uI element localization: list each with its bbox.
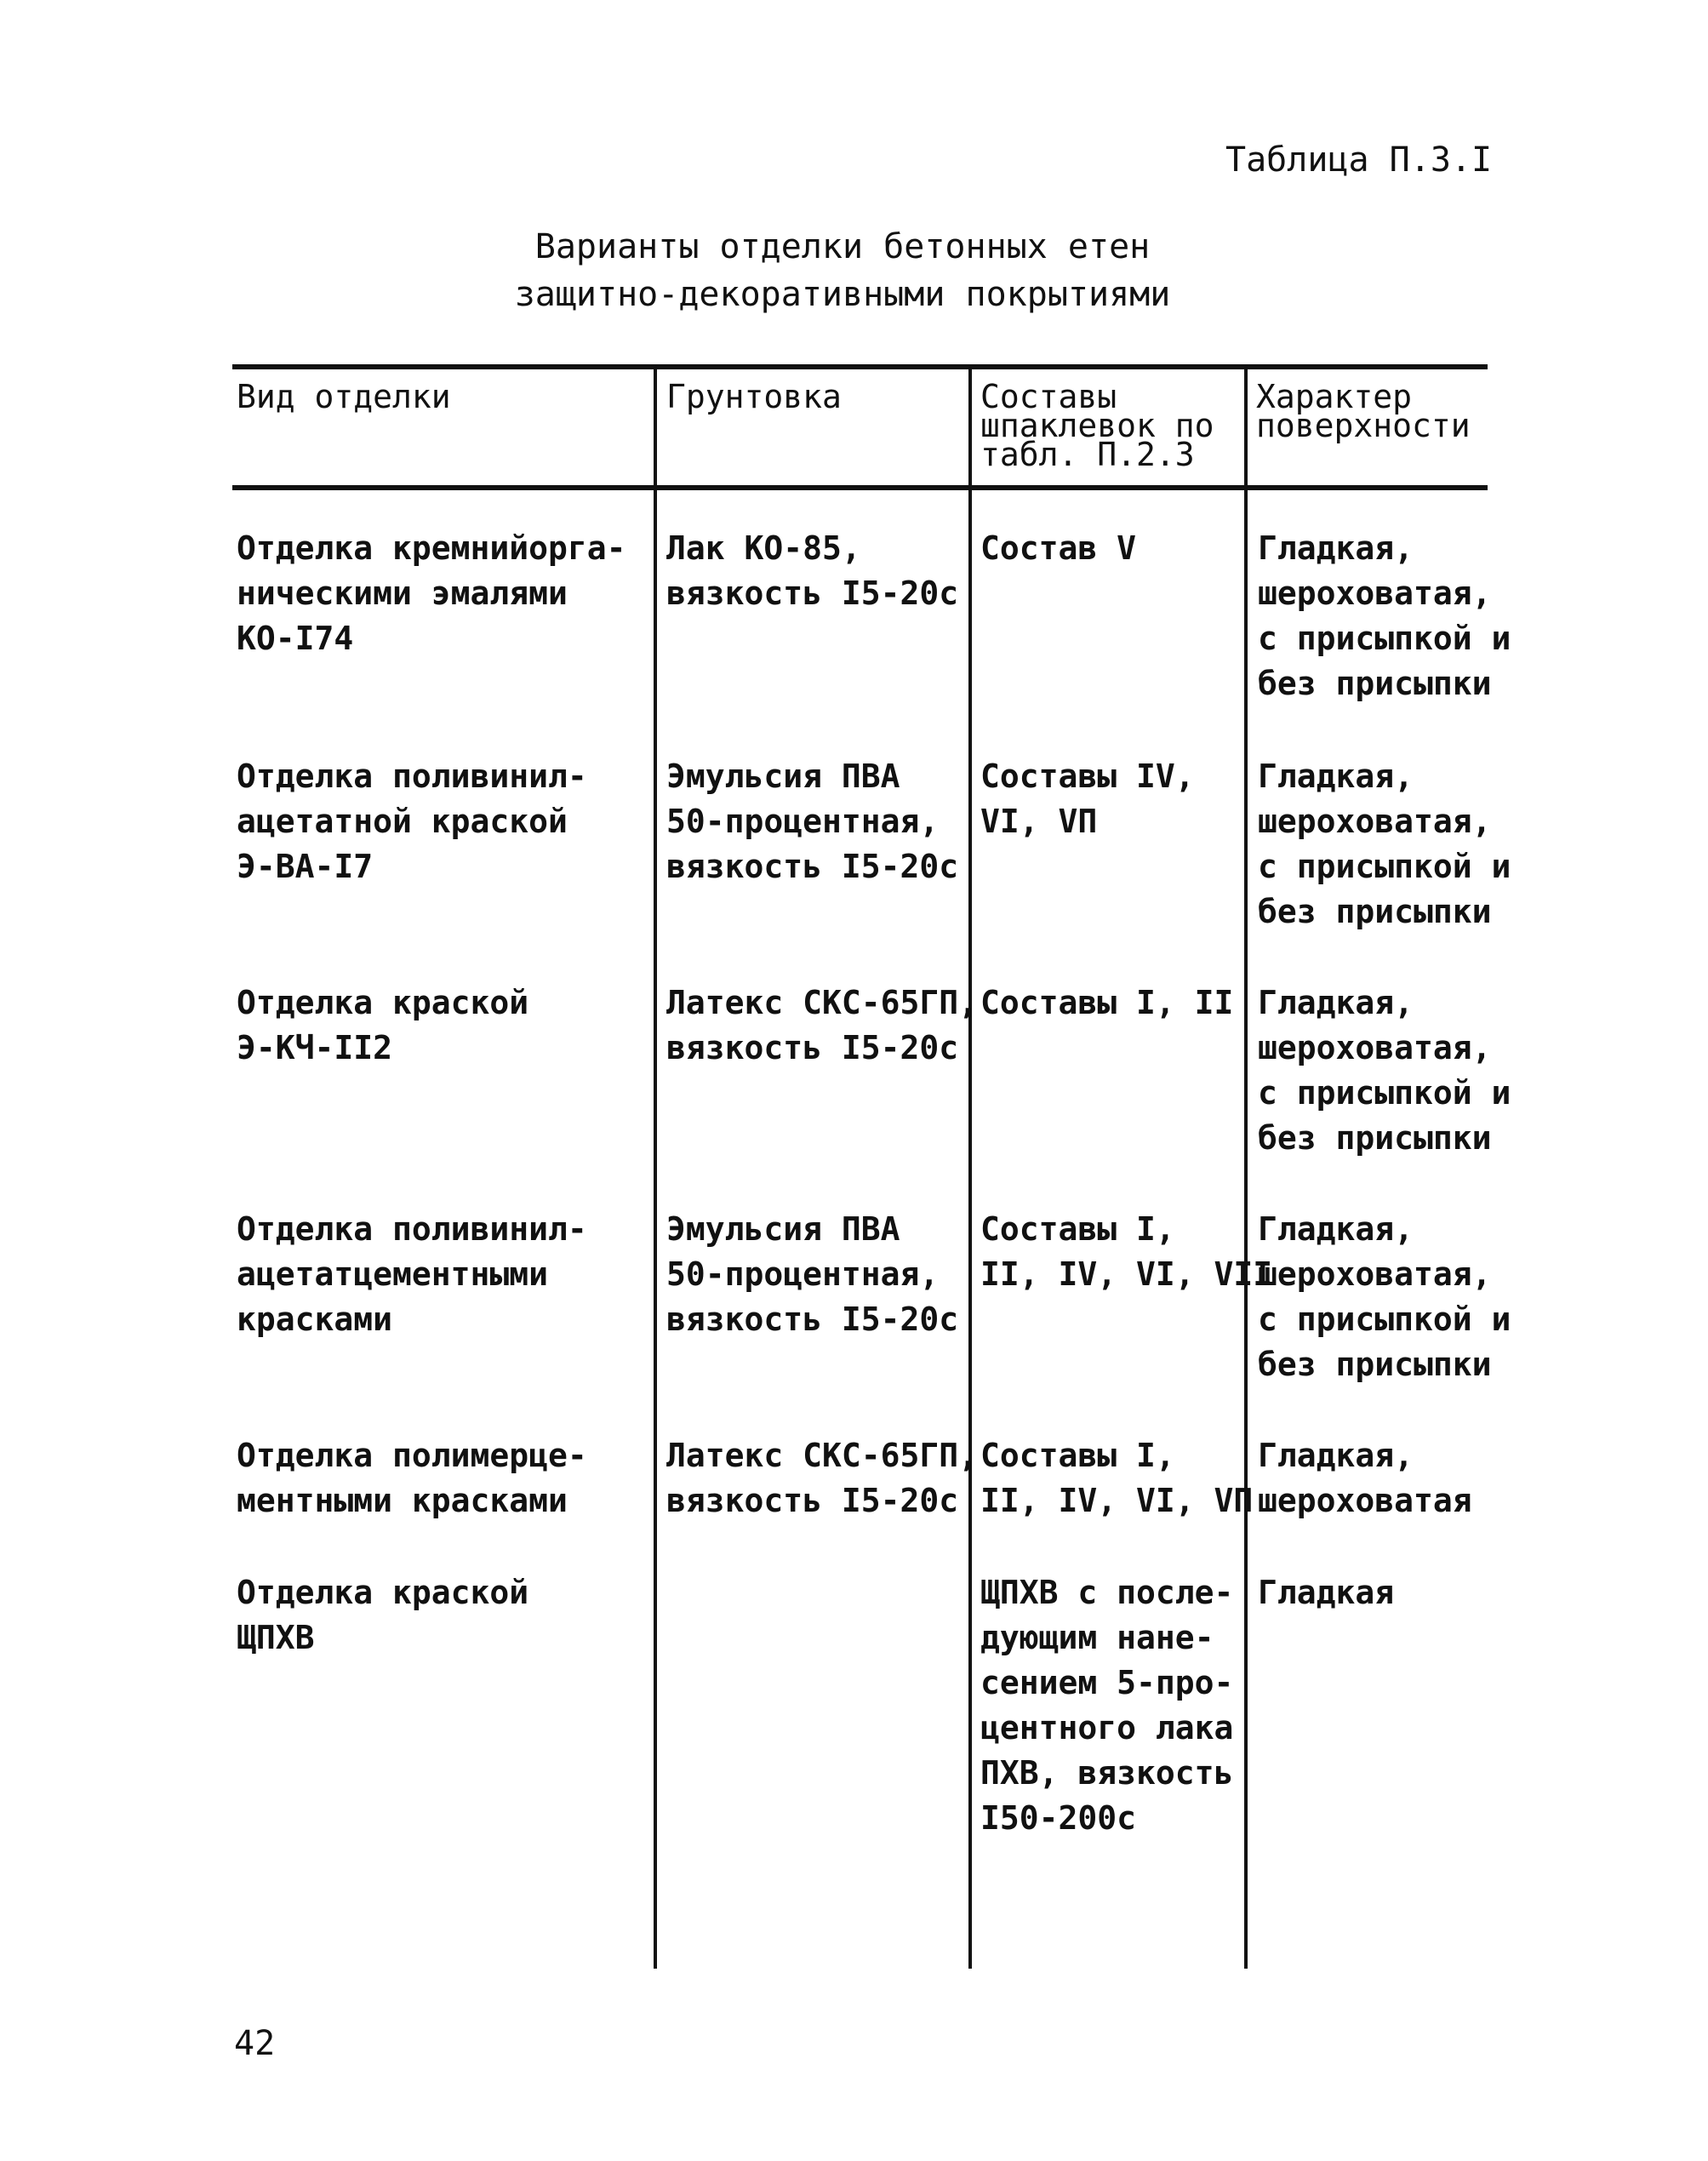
cell-line: сением 5-про- <box>980 1664 1234 1701</box>
header-line: Вид отделки <box>237 378 451 415</box>
cell-line: с присыпкой и <box>1258 1301 1511 1338</box>
row-3-surface <box>1258 980 1511 1161</box>
cell-line: Состав V <box>980 529 1137 567</box>
cell-line: Отделка полимерце- <box>237 1437 587 1474</box>
header-line: Составы <box>980 378 1117 415</box>
cell-line: Гладкая, <box>1258 1437 1414 1474</box>
column-divider-3 <box>1244 364 1248 1969</box>
cell-line: с присыпкой и <box>1258 1074 1511 1112</box>
cell-line: ацетатцементными <box>237 1255 549 1293</box>
cell-line: с присыпкой и <box>1258 620 1511 657</box>
cell-line: центного лака <box>980 1709 1234 1747</box>
cell-line: Гладкая, <box>1258 757 1414 795</box>
cell-line: шероховатая, <box>1258 803 1492 840</box>
row-1-primer <box>666 526 958 616</box>
cell-line: вязкость I5-20с <box>666 1482 959 1519</box>
row-4-putty <box>980 1207 1272 1297</box>
cell-line: Гладкая, <box>1258 1210 1414 1248</box>
cell-line: Отделка поливинил- <box>237 757 587 795</box>
row-3-primer <box>666 980 978 1071</box>
row-2-putty <box>980 754 1195 844</box>
cell-line: без присыпки <box>1258 893 1492 930</box>
cell-line: Эмульсия ПВА <box>666 757 900 795</box>
cell-line: вязкость I5-20с <box>666 848 959 885</box>
cell-line: Латекс СКС-65ГП, <box>666 1437 979 1474</box>
row-5-surface <box>1258 1433 1472 1524</box>
row-6-putty <box>980 1570 1233 1841</box>
cell-line: ацетатной краской <box>237 803 568 840</box>
cell-line: без присыпки <box>1258 1119 1492 1157</box>
cell-line: Отделка краской <box>237 984 529 1021</box>
header-line: Грунтовка <box>666 378 842 415</box>
table-title-line-2: защитно-декоративными покрытиями <box>514 275 1171 314</box>
cell-line: 50-процентная, <box>666 803 940 840</box>
page-number: 42 <box>234 2024 276 2063</box>
cell-line: шероховатая, <box>1258 1029 1492 1066</box>
cell-line: шероховатая, <box>1258 575 1492 612</box>
cell-line: шероховатая, <box>1258 1255 1492 1293</box>
cell-line: Эмульсия ПВА <box>666 1210 900 1248</box>
cell-line: Составы I, II <box>980 984 1234 1021</box>
cell-line: Гладкая <box>1258 1574 1395 1611</box>
row-1-surface <box>1258 526 1511 706</box>
header-line: табл. П.2.3 <box>980 436 1195 473</box>
column-divider-1 <box>654 364 657 1969</box>
cell-line: II, IV, VI, VП <box>980 1482 1254 1519</box>
row-4-surface <box>1258 1207 1511 1387</box>
cell-line: Э-КЧ-II2 <box>237 1029 393 1066</box>
row-5-finish <box>237 1433 587 1524</box>
column-header-primer <box>666 378 842 415</box>
cell-line: Лак КО-85, <box>666 529 861 567</box>
cell-line: дующим нане- <box>980 1619 1214 1656</box>
row-4-primer <box>666 1207 958 1342</box>
cell-line: с присыпкой и <box>1258 848 1511 885</box>
cell-line: ЩПХВ с после- <box>980 1574 1234 1611</box>
row-3-finish <box>237 980 528 1071</box>
column-header-surface <box>1256 378 1471 444</box>
cell-line: КО-I74 <box>237 620 354 657</box>
cell-line: I50-200с <box>980 1799 1137 1837</box>
cell-line: вязкость I5-20с <box>666 1301 959 1338</box>
header-line: Характер <box>1256 378 1413 415</box>
cell-line: ПХВ, вязкость <box>980 1754 1234 1792</box>
row-5-primer <box>666 1433 978 1524</box>
cell-line: Гладкая, <box>1258 984 1414 1021</box>
column-header-putty <box>980 378 1214 473</box>
table-title <box>477 223 1208 318</box>
table-title-line-1: Варианты отделки бетонных етен <box>534 227 1151 266</box>
cell-line: шероховатая <box>1258 1482 1472 1519</box>
row-3-putty <box>980 980 1233 1026</box>
header-line: поверхности <box>1256 407 1471 444</box>
cell-line: ЩПХВ <box>237 1619 315 1656</box>
cell-line: Э-ВА-I7 <box>237 848 374 885</box>
row-2-surface <box>1258 754 1511 935</box>
header-line: шпаклевок по <box>980 407 1214 444</box>
cell-line: 50-процентная, <box>666 1255 940 1293</box>
table-top-rule <box>232 364 1488 369</box>
cell-line: вязкость I5-20с <box>666 575 959 612</box>
row-4-finish <box>237 1207 587 1342</box>
cell-line: Гладкая, <box>1258 529 1414 567</box>
cell-line: Составы I, <box>980 1210 1175 1248</box>
cell-line: Составы I, <box>980 1437 1175 1474</box>
row-2-primer <box>666 754 958 889</box>
cell-line: II, IV, VI, VII <box>980 1255 1273 1293</box>
cell-line: ническими эмалями <box>237 575 568 612</box>
row-6-surface <box>1258 1570 1394 1615</box>
column-divider-2 <box>968 364 972 1969</box>
row-5-putty <box>980 1433 1253 1524</box>
row-2-finish <box>237 754 587 889</box>
row-1-finish <box>237 526 626 661</box>
cell-line: ментными красками <box>237 1482 568 1519</box>
cell-line: без присыпки <box>1258 1346 1492 1383</box>
row-1-putty <box>980 526 1136 571</box>
cell-line: Отделка краской <box>237 1574 529 1611</box>
cell-line: вязкость I5-20с <box>666 1029 959 1066</box>
cell-line: Составы IV, <box>980 757 1195 795</box>
cell-line: Латекс СКС-65ГП, <box>666 984 979 1021</box>
cell-line: красками <box>237 1301 393 1338</box>
cell-line: VI, VП <box>980 803 1098 840</box>
column-header-finish <box>237 378 451 415</box>
cell-line: Отделка кремнийорга- <box>237 529 626 567</box>
cell-line: Отделка поливинил- <box>237 1210 587 1248</box>
row-6-finish <box>237 1570 528 1661</box>
cell-line: без присыпки <box>1258 665 1492 702</box>
table-header-rule <box>232 485 1488 490</box>
table-label: Таблица П.3.I <box>1225 140 1493 180</box>
